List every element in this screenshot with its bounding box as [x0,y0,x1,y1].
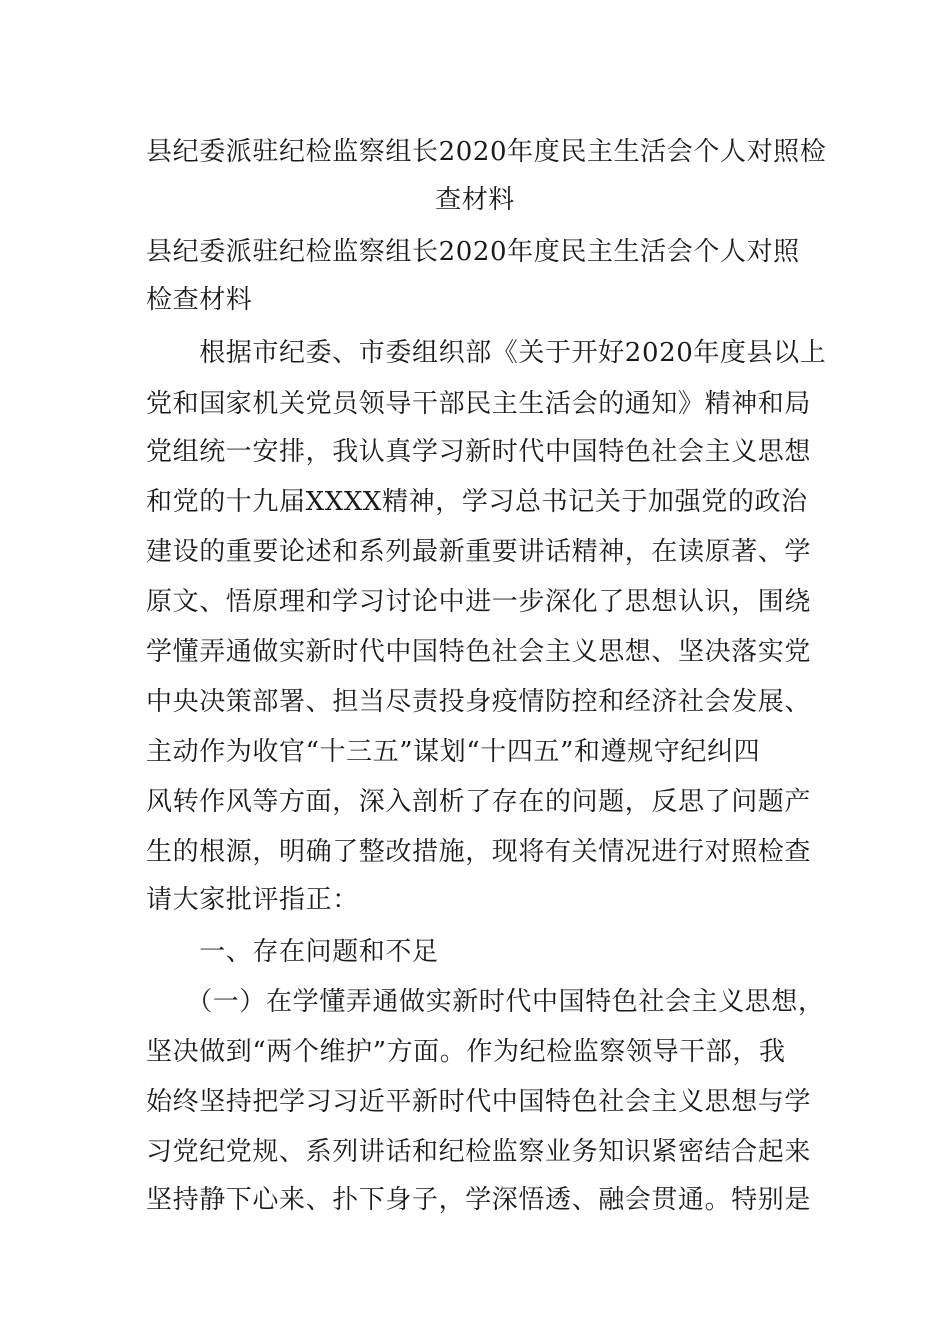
body-line: 习党纪党规、系列讲话和纪检监察业务知识紧密结合起来 [146,1137,812,1167]
body-line: 中央决策部署、担当尽责投身疫情防控和经济社会发展、 [146,687,812,717]
body-line: 党组统一安排，我认真学习新时代中国特色社会主义思想 [146,437,812,467]
body-line: 建设的重要论述和系列最新重要讲话精神，在读原著、学 [146,537,812,567]
body-line: 主动作为收官“十三五”谋划“十四五”和遵规守纪纠四 [146,737,761,767]
body-line: 党和国家机关党员领导干部民主生活会的通知》精神和局 [146,389,812,419]
body-line: 坚决做到“两个维护”方面。作为纪检监察领导干部，我 [146,1037,786,1067]
document-title-line-1: 县纪委派驻纪检监察组长2020年度民主生活会个人对照检 [146,137,827,167]
body-line: 生的根源，明确了整改措施，现将有关情况进行对照检查 [146,837,812,867]
body-line: 学懂弄通做实新时代中国特色社会主义思想、坚决落实党 [146,637,812,667]
document-title-line-2: 查材料 [435,185,515,215]
body-line: 和党的十九届XXXX精神，学习总书记关于加强党的政治 [146,487,808,517]
body-line: 根据市纪委、市委组织部《关于开好2020年度县以上 [146,338,827,368]
body-line: 县纪委派驻纪检监察组长2020年度民主生活会个人对照 [146,237,800,267]
body-line: 坚持静下心来、扑下身子，学深悟透、融会贯通。特别是 [146,1185,812,1215]
body-line: 风转作风等方面，深入剖析了存在的问题，反思了问题产 [146,787,812,817]
subsection-heading: （一）在学懂弄通做实新时代中国特色社会主义思想， [146,987,825,1017]
body-line: 原文、悟原理和学习讨论中进一步深化了思想认识，围绕 [146,587,812,617]
body-line: 始终坚持把学习习近平新时代中国特色社会主义思想与学 [146,1087,812,1117]
body-line: 检查材料 [146,285,253,315]
body-line: 请大家批评指正： [146,885,359,915]
section-heading: 一、存在问题和不足 [146,937,439,967]
